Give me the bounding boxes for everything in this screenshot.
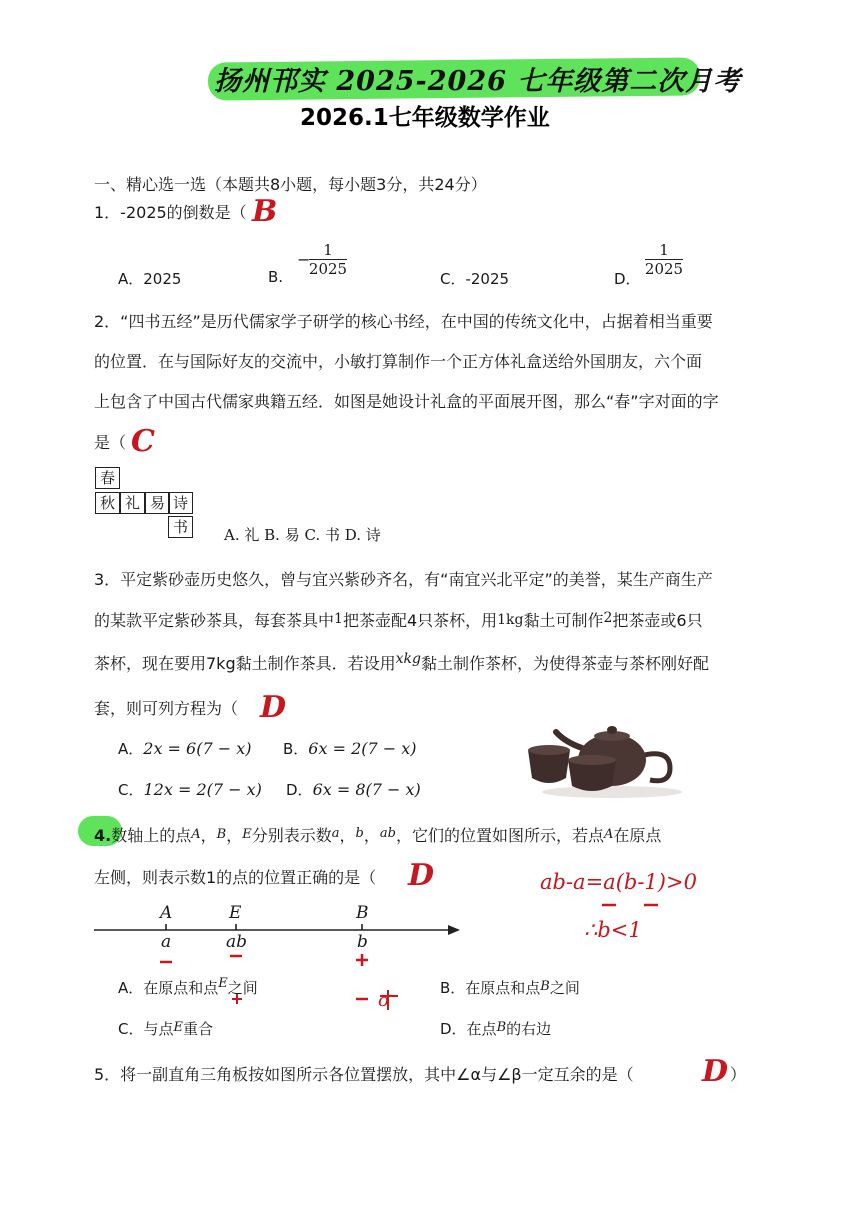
q1-option-c: C．-2025 <box>440 270 510 288</box>
q1-option-d-numerator: 1 <box>659 241 669 259</box>
q3-option-a-eq: 2x = 6(7 − x) <box>143 739 252 758</box>
q4-number: 4. <box>94 826 112 845</box>
q3-line-4: 套，则可列方程为（ <box>94 699 239 718</box>
q4-line-1-b: 分别表示数 <box>251 826 332 845</box>
net-cell-bottom: 书 <box>168 516 193 538</box>
q3-option-a <box>118 738 252 759</box>
q4-option-b-point: B <box>540 979 550 994</box>
q4-sep-4: ， <box>363 826 380 845</box>
q3-option-d-label: D． <box>286 781 313 799</box>
page-title: 2026.1七年级数学作业 <box>300 105 550 131</box>
q4-annotation-marks <box>228 988 408 1014</box>
q3-option-d-eq: 6x = 8(7 − x) <box>312 780 421 799</box>
q2-line-1: 2．“四书五经”是历代儒家学子研学的核心书经，在中国的传统文化中，占据着相当重要 <box>94 312 713 331</box>
q1-option-b-sign: − <box>297 250 311 269</box>
q3-one-set: 1 <box>334 611 343 627</box>
q5-stem: 5．将一副直角三角板按如图所示各位置摆放，其中∠α与∠β一定互余的是（ <box>94 1065 634 1084</box>
q4-option-b-text: B．在原点和点 <box>440 979 541 997</box>
q3-line-2-e: 黏土可制作 <box>523 611 604 630</box>
q1-option-b-fraction <box>306 241 350 278</box>
q4-option-a-point: E <box>218 976 228 991</box>
q3-option-b-label: B． <box>283 740 309 758</box>
handwritten-title: 扬州邗实 2025-2026 七年级第二次月考 <box>214 66 742 97</box>
q4-option-a-text: A．在原点和点 <box>118 979 219 997</box>
q4-line-2: 左侧，则表示数1的点的位置正确的是（ <box>94 868 377 887</box>
q4-var-a: a <box>331 826 340 841</box>
q1-option-d-label: D． <box>614 270 641 288</box>
q4-option-c <box>118 1018 213 1039</box>
q3-line-3-c: 黏土制作茶杯，为使得茶壶与茶杯刚好配 <box>420 654 709 673</box>
q4-option-b <box>440 977 580 998</box>
q4-line-1 <box>94 823 661 846</box>
q4-work-line-2: ∴b<1 <box>584 918 642 942</box>
net-cell-4: 诗 <box>168 492 193 514</box>
q3-two-pots: 2 <box>603 610 613 626</box>
q3-line-2-c: 把茶壶配4只茶杯，用 <box>342 611 498 630</box>
q3-one-kg: 1kg <box>497 612 524 628</box>
q3-option-b <box>283 738 417 759</box>
q3-line-2-a: 的某款平定紫砂茶具，每套茶具中 <box>94 611 335 630</box>
q1-stem: 1．-2025的倒数是（ <box>94 203 247 222</box>
axis-label-E: E <box>229 903 242 923</box>
net-cell-1: 秋 <box>95 492 120 514</box>
q3-option-a-label: A． <box>118 740 144 758</box>
q1-answer: B <box>252 194 278 229</box>
q3-line-3 <box>94 651 709 674</box>
q3-line-3-a: 茶杯，现在要用7kg黏土制作茶具．若设用 <box>94 654 396 673</box>
axis-label-A: A <box>160 903 173 923</box>
q4-answer: D <box>408 858 435 893</box>
q4-option-c-end: 重合 <box>182 1020 213 1038</box>
q1-option-d-denominator: 2025 <box>644 260 684 278</box>
q3-option-c-label: C． <box>118 781 144 799</box>
q5-close-paren: ） <box>730 1065 747 1084</box>
q1-option-b-denominator: 2025 <box>308 260 348 278</box>
q4-line-1-a: 数轴上的点 <box>111 826 192 845</box>
q4-option-d-end: 的右边 <box>506 1020 552 1038</box>
q4-option-d-point: B <box>496 1020 507 1035</box>
q3-line-2 <box>94 608 703 631</box>
net-cell-top: 春 <box>95 467 120 489</box>
svg-text:o: o <box>378 990 389 1011</box>
q3-option-c <box>118 779 262 800</box>
q3-line-1: 3．平定紫砂壶历史悠久，曾与宜兴紫砂齐名，有“南宜兴北平定”的美誉，某生产商生产 <box>94 570 713 589</box>
teapot-image <box>520 708 690 800</box>
net-cell-3: 易 <box>145 492 170 514</box>
axis-value-b: b <box>357 932 368 952</box>
q3-option-d <box>286 779 421 800</box>
q4-var-ab: ab <box>379 826 396 841</box>
q3-answer: D <box>260 690 287 725</box>
q1-option-b-label: B. <box>268 268 284 286</box>
axis-value-a: a <box>161 932 172 952</box>
q4-option-d <box>440 1018 551 1039</box>
q2-answer: C <box>131 424 155 459</box>
q4-sep-2: ， <box>226 826 243 845</box>
q4-option-d-text: D．在点 <box>440 1020 497 1038</box>
q1-option-d-fraction <box>642 241 686 278</box>
q2-options: A. 礼 B. 易 C. 书 D. 诗 <box>224 526 381 544</box>
q4-option-a-end: 之间 <box>227 979 258 997</box>
q2-line-2: 的位置．在与国际好友的交流中，小敏打算制作一个正方体礼盒送给外国朋友，六个面 <box>94 352 703 371</box>
q2-line-4: 是（ <box>94 433 127 452</box>
q4-point-e: E <box>242 827 252 842</box>
q1-option-a: A．2025 <box>118 270 182 288</box>
q3-x-kg: xkg <box>395 651 421 667</box>
q4-line-1-c: ，它们的位置如图所示，若点 <box>395 826 604 845</box>
q5-answer: D <box>702 1054 729 1089</box>
q4-option-c-text: C．与点 <box>118 1020 174 1038</box>
q2-line-3: 上包含了中国古代儒家典籍五经．如图是她设计礼盒的平面展开图，那么“春”字对面的字 <box>94 392 719 411</box>
q4-work-marks <box>560 898 670 912</box>
q4-work-line-1: ab-a=a(b-1)>0 <box>540 870 697 894</box>
q4-sep-3: ， <box>339 826 356 845</box>
q4-point-b: B <box>216 827 227 842</box>
section-heading: 一、精心选一选（本题共8小题，每小题3分，共24分） <box>94 175 487 194</box>
net-cell-2: 礼 <box>120 492 145 514</box>
q3-option-c-eq: 12x = 2(7 − x) <box>143 780 262 799</box>
q4-line-1-d: 在原点 <box>613 826 662 845</box>
q4-point-a: A <box>191 827 201 842</box>
q3-line-2-g: 把茶壶或6只 <box>612 611 703 630</box>
number-line <box>90 898 470 982</box>
axis-label-B: B <box>356 903 369 923</box>
q3-option-b-eq: 6x = 2(7 − x) <box>308 739 417 758</box>
q4-point-a-2: A <box>603 827 614 842</box>
q4-sep-1: ， <box>200 826 217 845</box>
q4-var-b: b <box>355 826 364 841</box>
q4-option-c-point: E <box>173 1020 183 1035</box>
q4-option-b-end: 之间 <box>549 979 580 997</box>
axis-value-ab: ab <box>226 932 248 952</box>
q1-option-b-numerator: 1 <box>323 241 333 259</box>
